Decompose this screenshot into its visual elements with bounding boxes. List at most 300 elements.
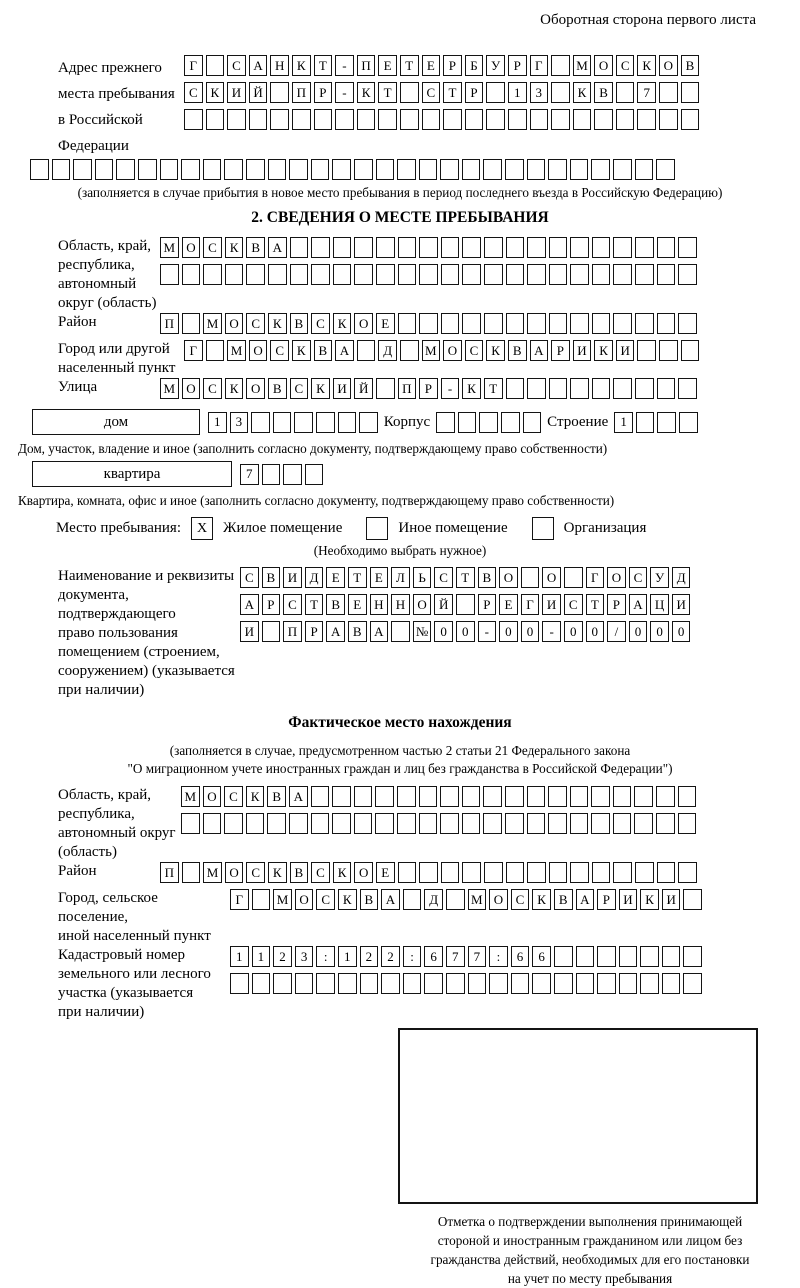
char-box[interactable] — [527, 159, 546, 180]
char-box[interactable]: К — [225, 378, 244, 399]
char-box[interactable]: Е — [499, 594, 518, 615]
char-box[interactable]: 2 — [360, 946, 379, 967]
char-box[interactable] — [486, 109, 505, 130]
char-box[interactable] — [635, 237, 654, 258]
char-box[interactable] — [181, 813, 200, 834]
char-box[interactable] — [681, 340, 700, 361]
char-box[interactable]: С — [240, 567, 259, 588]
char-box[interactable] — [527, 862, 546, 883]
char-box[interactable]: М — [203, 862, 222, 883]
char-box[interactable]: В — [360, 889, 379, 910]
char-box[interactable] — [613, 378, 632, 399]
char-box[interactable] — [634, 786, 653, 807]
char-box[interactable]: Й — [249, 82, 268, 103]
char-box[interactable] — [354, 237, 373, 258]
char-box[interactable] — [635, 862, 654, 883]
char-box[interactable] — [551, 82, 570, 103]
char-box[interactable]: В — [290, 313, 309, 334]
char-box[interactable] — [249, 109, 268, 130]
char-box[interactable] — [206, 55, 225, 76]
char-box[interactable] — [592, 378, 611, 399]
char-box[interactable]: С — [564, 594, 583, 615]
char-box[interactable] — [400, 340, 419, 361]
char-box[interactable] — [436, 412, 455, 433]
char-box[interactable] — [678, 786, 697, 807]
char-box[interactable]: И — [283, 567, 302, 588]
char-box[interactable] — [357, 109, 376, 130]
char-box[interactable] — [549, 264, 568, 285]
char-box[interactable]: И — [542, 594, 561, 615]
char-box[interactable]: П — [398, 378, 417, 399]
char-box[interactable]: - — [542, 621, 561, 642]
char-box[interactable] — [138, 159, 157, 180]
char-box[interactable]: 0 — [586, 621, 605, 642]
char-box[interactable] — [335, 109, 354, 130]
char-box[interactable] — [613, 264, 632, 285]
char-box[interactable] — [637, 340, 656, 361]
char-box[interactable]: 7 — [240, 464, 259, 485]
char-box[interactable] — [570, 264, 589, 285]
char-box[interactable]: В — [594, 82, 613, 103]
char-box[interactable]: 7 — [446, 946, 465, 967]
char-box[interactable]: С — [246, 862, 265, 883]
char-box[interactable]: Й — [434, 594, 453, 615]
char-box[interactable] — [403, 889, 422, 910]
char-box[interactable]: К — [333, 313, 352, 334]
char-box[interactable] — [203, 264, 222, 285]
char-box[interactable] — [592, 313, 611, 334]
char-box[interactable] — [225, 264, 244, 285]
char-box[interactable] — [376, 264, 395, 285]
char-box[interactable] — [591, 786, 610, 807]
char-box[interactable]: П — [160, 862, 179, 883]
char-box[interactable]: 6 — [511, 946, 530, 967]
char-box[interactable]: В — [262, 567, 281, 588]
char-box[interactable]: Р — [443, 55, 462, 76]
char-box[interactable] — [462, 159, 481, 180]
char-box[interactable]: 7 — [468, 946, 487, 967]
char-box[interactable]: П — [357, 55, 376, 76]
char-box[interactable] — [656, 786, 675, 807]
char-box[interactable] — [573, 109, 592, 130]
char-box[interactable] — [338, 412, 357, 433]
char-box[interactable] — [659, 340, 678, 361]
char-box[interactable] — [246, 813, 265, 834]
char-box[interactable]: О — [182, 378, 201, 399]
char-box[interactable] — [292, 109, 311, 130]
char-box[interactable]: И — [616, 340, 635, 361]
char-box[interactable] — [252, 973, 271, 994]
char-box[interactable]: О — [354, 862, 373, 883]
char-box[interactable]: А — [335, 340, 354, 361]
char-box[interactable] — [657, 378, 676, 399]
char-box[interactable]: 1 — [252, 946, 271, 967]
char-box[interactable]: И — [227, 82, 246, 103]
char-box[interactable] — [570, 378, 589, 399]
char-box[interactable]: Т — [378, 82, 397, 103]
char-box[interactable] — [521, 567, 540, 588]
char-box[interactable] — [484, 237, 503, 258]
char-box[interactable] — [592, 862, 611, 883]
char-box[interactable] — [462, 237, 481, 258]
char-box[interactable] — [613, 159, 632, 180]
char-box[interactable] — [508, 109, 527, 130]
char-box[interactable] — [376, 378, 395, 399]
char-box[interactable]: И — [573, 340, 592, 361]
char-box[interactable] — [458, 412, 477, 433]
char-box[interactable]: С — [316, 889, 335, 910]
char-box[interactable]: Е — [326, 567, 345, 588]
char-box[interactable]: О — [542, 567, 561, 588]
char-box[interactable]: М — [160, 378, 179, 399]
char-box[interactable] — [424, 973, 443, 994]
char-box[interactable] — [678, 813, 697, 834]
char-box[interactable]: О — [499, 567, 518, 588]
char-box[interactable] — [267, 813, 286, 834]
char-box[interactable]: С — [184, 82, 203, 103]
char-box[interactable]: А — [240, 594, 259, 615]
char-box[interactable]: С — [227, 55, 246, 76]
char-box[interactable] — [333, 264, 352, 285]
char-box[interactable] — [375, 813, 394, 834]
char-box[interactable]: Г — [530, 55, 549, 76]
char-box[interactable] — [268, 264, 287, 285]
char-box[interactable]: М — [181, 786, 200, 807]
char-box[interactable] — [262, 464, 281, 485]
char-box[interactable] — [400, 82, 419, 103]
char-box[interactable] — [597, 946, 616, 967]
char-box[interactable]: Р — [478, 594, 497, 615]
char-box[interactable] — [527, 786, 546, 807]
char-box[interactable] — [659, 82, 678, 103]
char-box[interactable] — [419, 786, 438, 807]
char-box[interactable] — [637, 109, 656, 130]
char-box[interactable]: 7 — [637, 82, 656, 103]
char-box[interactable]: С — [246, 313, 265, 334]
char-box[interactable]: В — [508, 340, 527, 361]
char-box[interactable] — [613, 862, 632, 883]
char-box[interactable] — [314, 109, 333, 130]
char-box[interactable]: : — [316, 946, 335, 967]
char-box[interactable]: Г — [521, 594, 540, 615]
char-box[interactable] — [570, 237, 589, 258]
char-box[interactable] — [224, 159, 243, 180]
char-box[interactable]: Н — [391, 594, 410, 615]
char-box[interactable]: К — [462, 378, 481, 399]
char-box[interactable]: К — [486, 340, 505, 361]
char-box[interactable]: : — [403, 946, 422, 967]
char-box[interactable]: О — [443, 340, 462, 361]
char-box[interactable] — [290, 237, 309, 258]
char-box[interactable]: В — [268, 378, 287, 399]
char-box[interactable] — [338, 973, 357, 994]
char-box[interactable] — [441, 264, 460, 285]
char-box[interactable]: С — [422, 82, 441, 103]
char-box[interactable] — [576, 946, 595, 967]
char-box[interactable] — [616, 109, 635, 130]
char-box[interactable] — [554, 946, 573, 967]
char-box[interactable] — [681, 109, 700, 130]
char-box[interactable] — [613, 786, 632, 807]
char-box[interactable]: В — [554, 889, 573, 910]
char-box[interactable] — [246, 264, 265, 285]
char-box[interactable]: - — [335, 82, 354, 103]
char-box[interactable] — [354, 264, 373, 285]
char-box[interactable] — [576, 973, 595, 994]
char-box[interactable]: С — [629, 567, 648, 588]
char-box[interactable] — [570, 313, 589, 334]
char-box[interactable]: 0 — [434, 621, 453, 642]
char-box[interactable]: В — [246, 237, 265, 258]
char-box[interactable]: Т — [443, 82, 462, 103]
checkbox-other-premises[interactable] — [366, 517, 388, 540]
char-box[interactable]: 3 — [530, 82, 549, 103]
char-box[interactable]: С — [224, 786, 243, 807]
char-box[interactable]: А — [249, 55, 268, 76]
char-box[interactable] — [619, 946, 638, 967]
char-box[interactable] — [656, 813, 675, 834]
char-box[interactable] — [273, 412, 292, 433]
char-box[interactable] — [332, 786, 351, 807]
char-box[interactable]: Р — [419, 378, 438, 399]
char-box[interactable]: О — [607, 567, 626, 588]
char-box[interactable] — [484, 862, 503, 883]
char-box[interactable]: А — [381, 889, 400, 910]
char-box[interactable] — [659, 109, 678, 130]
char-box[interactable] — [505, 813, 524, 834]
char-box[interactable] — [397, 159, 416, 180]
char-box[interactable]: У — [650, 567, 669, 588]
char-box[interactable] — [419, 813, 438, 834]
char-box[interactable] — [270, 82, 289, 103]
char-box[interactable]: К — [292, 55, 311, 76]
char-box[interactable] — [527, 378, 546, 399]
char-box[interactable] — [564, 567, 583, 588]
char-box[interactable] — [551, 55, 570, 76]
char-box[interactable]: В — [681, 55, 700, 76]
char-box[interactable] — [446, 973, 465, 994]
char-box[interactable] — [462, 313, 481, 334]
char-box[interactable] — [501, 412, 520, 433]
checkbox-residential[interactable]: X — [191, 517, 213, 540]
char-box[interactable] — [441, 237, 460, 258]
char-box[interactable] — [523, 412, 542, 433]
char-box[interactable]: К — [268, 313, 287, 334]
char-box[interactable] — [532, 973, 551, 994]
char-box[interactable]: И — [662, 889, 681, 910]
char-box[interactable]: Т — [586, 594, 605, 615]
char-box[interactable] — [181, 159, 200, 180]
char-box[interactable] — [468, 973, 487, 994]
char-box[interactable] — [182, 862, 201, 883]
char-box[interactable] — [419, 313, 438, 334]
char-box[interactable] — [376, 159, 395, 180]
char-box[interactable]: В — [314, 340, 333, 361]
char-box[interactable] — [262, 621, 281, 642]
char-box[interactable]: А — [629, 594, 648, 615]
char-box[interactable]: 2 — [381, 946, 400, 967]
char-box[interactable] — [678, 313, 697, 334]
char-box[interactable]: В — [326, 594, 345, 615]
char-box[interactable]: Е — [370, 567, 389, 588]
char-box[interactable]: К — [357, 82, 376, 103]
char-box[interactable]: 6 — [424, 946, 443, 967]
char-box[interactable]: О — [354, 313, 373, 334]
char-box[interactable] — [378, 109, 397, 130]
char-box[interactable]: Р — [551, 340, 570, 361]
char-box[interactable]: В — [478, 567, 497, 588]
char-box[interactable] — [479, 412, 498, 433]
char-box[interactable] — [640, 946, 659, 967]
char-box[interactable] — [160, 159, 179, 180]
char-box[interactable] — [527, 813, 546, 834]
char-box[interactable] — [678, 862, 697, 883]
char-box[interactable]: К — [311, 378, 330, 399]
char-box[interactable] — [354, 159, 373, 180]
char-box[interactable] — [397, 786, 416, 807]
char-box[interactable] — [441, 862, 460, 883]
char-box[interactable]: П — [292, 82, 311, 103]
char-box[interactable]: 0 — [564, 621, 583, 642]
char-box[interactable] — [273, 973, 292, 994]
char-box[interactable] — [182, 264, 201, 285]
char-box[interactable] — [679, 412, 698, 433]
char-box[interactable]: Й — [354, 378, 373, 399]
char-box[interactable] — [635, 313, 654, 334]
checkbox-organization[interactable] — [532, 517, 554, 540]
char-box[interactable]: Л — [391, 567, 410, 588]
char-box[interactable] — [505, 786, 524, 807]
char-box[interactable] — [662, 946, 681, 967]
char-box[interactable] — [657, 237, 676, 258]
char-box[interactable]: М — [422, 340, 441, 361]
char-box[interactable]: 3 — [230, 412, 249, 433]
char-box[interactable] — [381, 973, 400, 994]
char-box[interactable] — [441, 313, 460, 334]
char-box[interactable]: К — [268, 862, 287, 883]
char-box[interactable] — [289, 159, 308, 180]
char-box[interactable] — [332, 813, 351, 834]
char-box[interactable] — [678, 264, 697, 285]
char-box[interactable]: О — [225, 313, 244, 334]
char-box[interactable] — [354, 813, 373, 834]
char-box[interactable] — [484, 264, 503, 285]
char-box[interactable] — [224, 813, 243, 834]
char-box[interactable] — [311, 237, 330, 258]
char-box[interactable] — [206, 340, 225, 361]
char-box[interactable]: В — [267, 786, 286, 807]
char-box[interactable]: К — [640, 889, 659, 910]
char-box[interactable] — [95, 159, 114, 180]
char-box[interactable] — [505, 159, 524, 180]
char-box[interactable] — [206, 109, 225, 130]
char-box[interactable] — [30, 159, 49, 180]
char-box[interactable] — [656, 159, 675, 180]
char-box[interactable] — [597, 973, 616, 994]
char-box[interactable]: С — [311, 862, 330, 883]
char-box[interactable]: - — [335, 55, 354, 76]
char-box[interactable]: - — [441, 378, 460, 399]
char-box[interactable] — [657, 264, 676, 285]
char-box[interactable] — [662, 973, 681, 994]
char-box[interactable]: О — [413, 594, 432, 615]
char-box[interactable]: 0 — [499, 621, 518, 642]
char-box[interactable] — [484, 313, 503, 334]
char-box[interactable] — [403, 973, 422, 994]
char-box[interactable]: М — [227, 340, 246, 361]
char-box[interactable]: О — [225, 862, 244, 883]
char-box[interactable] — [462, 264, 481, 285]
char-box[interactable]: - — [478, 621, 497, 642]
char-box[interactable]: Б — [465, 55, 484, 76]
char-box[interactable] — [311, 264, 330, 285]
char-box[interactable]: К — [246, 786, 265, 807]
char-box[interactable]: Т — [348, 567, 367, 588]
char-box[interactable]: А — [326, 621, 345, 642]
char-box[interactable]: Е — [378, 55, 397, 76]
char-box[interactable]: Г — [230, 889, 249, 910]
char-box[interactable] — [636, 412, 655, 433]
char-box[interactable] — [570, 813, 589, 834]
char-box[interactable]: 2 — [273, 946, 292, 967]
char-box[interactable] — [391, 621, 410, 642]
char-box[interactable]: 1 — [208, 412, 227, 433]
char-box[interactable] — [227, 109, 246, 130]
char-box[interactable]: О — [659, 55, 678, 76]
char-box[interactable] — [446, 889, 465, 910]
char-box[interactable] — [591, 159, 610, 180]
char-box[interactable] — [52, 159, 71, 180]
char-box[interactable]: Е — [422, 55, 441, 76]
char-box[interactable] — [619, 973, 638, 994]
char-box[interactable]: Р — [508, 55, 527, 76]
char-box[interactable] — [333, 237, 352, 258]
char-box[interactable] — [311, 786, 330, 807]
char-box[interactable]: Г — [184, 340, 203, 361]
char-box[interactable] — [73, 159, 92, 180]
char-box[interactable] — [283, 464, 302, 485]
char-box[interactable] — [570, 786, 589, 807]
char-box[interactable] — [203, 159, 222, 180]
char-box[interactable]: Е — [348, 594, 367, 615]
char-box[interactable]: 1 — [508, 82, 527, 103]
char-box[interactable] — [549, 378, 568, 399]
char-box[interactable] — [440, 786, 459, 807]
char-box[interactable] — [398, 237, 417, 258]
char-box[interactable] — [305, 464, 324, 485]
char-box[interactable]: К — [532, 889, 551, 910]
char-box[interactable] — [506, 237, 525, 258]
char-box[interactable] — [527, 264, 546, 285]
char-box[interactable] — [549, 237, 568, 258]
char-box[interactable]: № — [413, 621, 432, 642]
char-box[interactable] — [294, 412, 313, 433]
char-box[interactable]: Ь — [413, 567, 432, 588]
char-box[interactable] — [683, 973, 702, 994]
char-box[interactable] — [332, 159, 351, 180]
char-box[interactable]: Н — [270, 55, 289, 76]
char-box[interactable]: Р — [607, 594, 626, 615]
char-box[interactable] — [635, 378, 654, 399]
char-box[interactable]: 1 — [614, 412, 633, 433]
char-box[interactable]: Т — [456, 567, 475, 588]
char-box[interactable]: А — [576, 889, 595, 910]
char-box[interactable]: Д — [424, 889, 443, 910]
char-box[interactable] — [270, 109, 289, 130]
char-box[interactable] — [551, 109, 570, 130]
char-box[interactable] — [657, 862, 676, 883]
char-box[interactable]: В — [348, 621, 367, 642]
